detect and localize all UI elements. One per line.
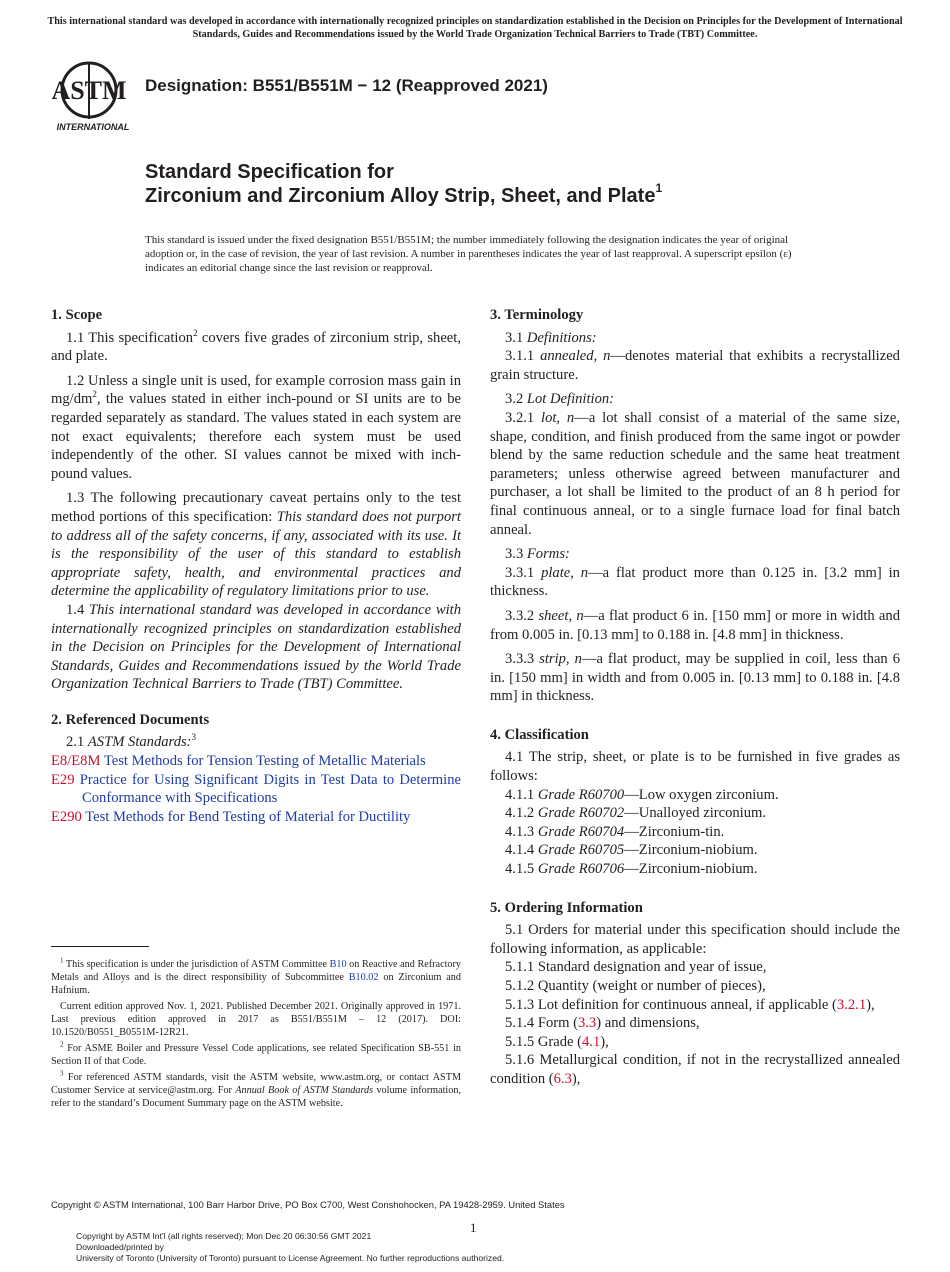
page-number: 1 bbox=[470, 1220, 477, 1235]
grade-r60704: 4.1.3 Grade R60704—Zirconium-tin. bbox=[505, 823, 725, 840]
para-3-3-1: 3.3.1 plate, n—a flat product more than 0.125 in. [3.2 mm] in thickness. bbox=[490, 564, 900, 600]
xref-4-1[interactable]: 4.1 bbox=[582, 1033, 601, 1050]
ref-e29[interactable]: E29 Practice for Using Significant Digits in Test Data to Determine Conformance with Specifications bbox=[51, 771, 461, 807]
para-1-1: 1.1 This specification$^2$ covers five grades of zirconium strip, sheet, and plate. bbox=[51, 327, 461, 365]
title-line-2: Zirconium and Zirconium Alloy Strip, Sheet, and Plate bbox=[145, 185, 656, 207]
para-3-1: 3.1 Definitions: bbox=[505, 329, 597, 346]
footnote-1-edition: Current edition approved Nov. 1, 2021. Published December 2021. Originally approved in 1971. Last previous edition approved in 2017 as B551/B551M – 12 (2017). DOI: 10.1520/B0551_B0551M-12R21. bbox=[51, 1001, 461, 1038]
astm-logo bbox=[52, 57, 134, 133]
issued-statement: This standard is issued under the fixed designation B551/B551M; the number immediately following the designation indicates the year of original adoption or, in the case of revision, the year of last revision. A number in parentheses indicates the year of last reapproval. A superscript epsilon (ε) indicates an editorial change since the last revision or reapproval. bbox=[145, 234, 792, 274]
title-footnote-mark: 1 bbox=[655, 181, 663, 196]
para-5-1-6: 5.1.6 Metallurgical condition, if not in the recrystallized annealed condition (6.3), bbox=[490, 1052, 900, 1087]
para-5-1-3: 5.1.3 Lot definition for continuous anneal, if applicable (3.2.1), bbox=[505, 996, 875, 1013]
para-5-1: 5.1 Orders for material under this specification should include the following information, as applicable: bbox=[490, 922, 900, 957]
section-3-heading: 3. Terminology bbox=[490, 307, 584, 323]
para-1-4: 1.4 This international standard was developed in accordance with internationally recognized principles on standardization established in the Decision on Principles for the Development of International Standards, Guides and Recommendations issued by the World Trade Organization Technical Barriers to Trade (TBT) Committee. bbox=[51, 601, 462, 693]
grade-r60706: 4.1.5 Grade R60706—Zirconium-niobium. bbox=[505, 861, 758, 878]
right-column bbox=[490, 306, 900, 1089]
para-5-1-2: 5.1.2 Quantity (weight or number of pieces), bbox=[505, 978, 766, 994]
para-3-1-1: 3.1.1 annealed, n—denotes material that exhibits a recrystallized grain structure. bbox=[490, 348, 900, 383]
section-2-heading: 2. Referenced Documents bbox=[51, 711, 210, 728]
ref-e8[interactable]: E8/E8M Test Methods for Tension Testing of Metallic Materials bbox=[51, 753, 426, 770]
footnote-3: $^3$ For referenced ASTM standards, visit the ASTM website, www.astm.org, or contact ASTM Customer Service at service@astm.org. For Annual Book of ASTM Standards volume information, refer to the standard’s Document Summary page on the ASTM website. bbox=[51, 1069, 461, 1109]
para-3-3-3: 3.3.3 strip, n—a flat product, may be supplied in coil, less than 6 in. [150 mm] in width and from 0.005 in. [0.13 mm] to 0.188 in. [4.8 mm] in thickness. bbox=[490, 651, 901, 705]
para-3-2-1: 3.2.1 lot, n—a lot shall consist of a material of the same size, shape, condition, and finish produced from the same ingot or powder blend by the same reduction schedule and the same heat treatment parameters; unless otherwise agreed between manufacturer and purchaser, a lot shall be limited to the product of an 8 h period for final continuous anneal, or to a single furnace load for final batch anneal. bbox=[490, 409, 900, 538]
xref-6-3[interactable]: 6.3 bbox=[553, 1070, 572, 1087]
footnote-rule bbox=[51, 946, 149, 947]
download-line-3: University of Toronto (University of Toronto) pursuant to License Agreement. No further reproductions authorized. bbox=[76, 1252, 505, 1263]
footnote-1: $^1$ This specification is under the jurisdiction of ASTM Committee B10 on Reactive and Refractory Metals and Alloys and is the direct responsibility of Subcommittee B10.02 on Zirconium and Hafnium. bbox=[51, 956, 461, 996]
left-column bbox=[51, 306, 461, 826]
para-5-1-4: 5.1.4 Form (3.3) and dimensions, bbox=[505, 1015, 700, 1032]
download-line-2: Downloaded/printed by bbox=[76, 1241, 164, 1252]
ref-e290[interactable]: E290 Test Methods for Bend Testing of Material for Ductility bbox=[51, 808, 411, 825]
link-b10[interactable]: B10 bbox=[329, 959, 347, 970]
para-1-3: 1.3 The following precautionary caveat pertains only to the test method portions of this specification: This standard does not purport to address all of the safety concerns, if any, associated with its use. It is the responsibility of the user of this standard to establish appropriate safety, health, and environmental practices and determine the applicability of regulatory limitations prior to use. bbox=[51, 490, 461, 600]
header-notice: This international standard was developed in accordance with internationally recognized principles on standardization established in the Decision on Principles for the Development of International Standards, Guides and Recommendations issued by the World Trade Organization Technical Barriers to Trade (TBT) Committee. bbox=[47, 16, 903, 40]
download-notice bbox=[76, 1231, 504, 1263]
para-3-3-2: 3.3.2 sheet, n—a flat product 6 in. [150 mm] or more in width and from 0.005 in. [0.13 mm] to 0.188 in. [4.8 mm] in thickness. bbox=[490, 607, 900, 643]
title-line-1: Standard Specification for bbox=[145, 161, 394, 183]
para-5-1-5: 5.1.5 Grade (4.1), bbox=[505, 1033, 609, 1050]
xref-3-2-1[interactable]: 3.2.1 bbox=[836, 996, 867, 1013]
download-line-1: Copyright by ASTM Int'l (all rights reserved); Mon Dec 20 06:30:56 GMT 2021 bbox=[76, 1231, 372, 1241]
footnotes bbox=[51, 958, 461, 1110]
para-5-1-1: 5.1.1 Standard designation and year of issue, bbox=[505, 959, 767, 976]
grade-r60700: 4.1.1 Grade R60700—Low oxygen zirconium. bbox=[505, 786, 779, 803]
designation: Designation: B551/B551M − 12 (Reapproved 2021) bbox=[145, 76, 548, 95]
grade-r60702: 4.1.2 Grade R60702—Unalloyed zirconium. bbox=[505, 805, 767, 822]
copyright-line: Copyright © ASTM International, 100 Barr Harbor Drive, PO Box C700, West Conshohocken, PA 19428-2959. United States bbox=[51, 1199, 565, 1210]
xref-3-3[interactable]: 3.3 bbox=[577, 1015, 597, 1032]
section-5-heading: 5. Ordering Information bbox=[490, 899, 643, 916]
logo-subtext: INTERNATIONAL bbox=[56, 122, 130, 132]
section-4-heading: 4. Classification bbox=[490, 726, 589, 743]
para-1-2: 1.2 Unless a single unit is used, for example corrosion mass gain in $mg/dm^2$, the values stated in either inch-pound or SI units are to be regarded separately as standard. The values stated in each system are not exact equivalents; therefore each system must be used independently of the other. SI values cannot be mixed with inch-pound values. bbox=[51, 372, 461, 482]
para-2-1: 2.1 ASTM Standards:$^3$ bbox=[66, 732, 197, 751]
para-4-1: 4.1 The strip, sheet, or plate is to be furnished in five grades as follows: bbox=[490, 749, 900, 785]
document-title bbox=[145, 160, 662, 208]
section-1-heading: 1. Scope bbox=[51, 307, 103, 323]
logo-text: ASTM bbox=[52, 76, 127, 105]
para-3-3: 3.3 Forms: bbox=[505, 546, 570, 563]
para-3-2: 3.2 Lot Definition: bbox=[505, 391, 615, 408]
link-b10-02[interactable]: B10.02 bbox=[348, 972, 379, 983]
grade-r60705: 4.1.4 Grade R60705—Zirconium-niobium. bbox=[505, 842, 758, 859]
footnote-2: $^2$ For ASME Boiler and Pressure Vessel Code applications, see related Specification SB-551 in Section II of that Code. bbox=[51, 1040, 461, 1067]
